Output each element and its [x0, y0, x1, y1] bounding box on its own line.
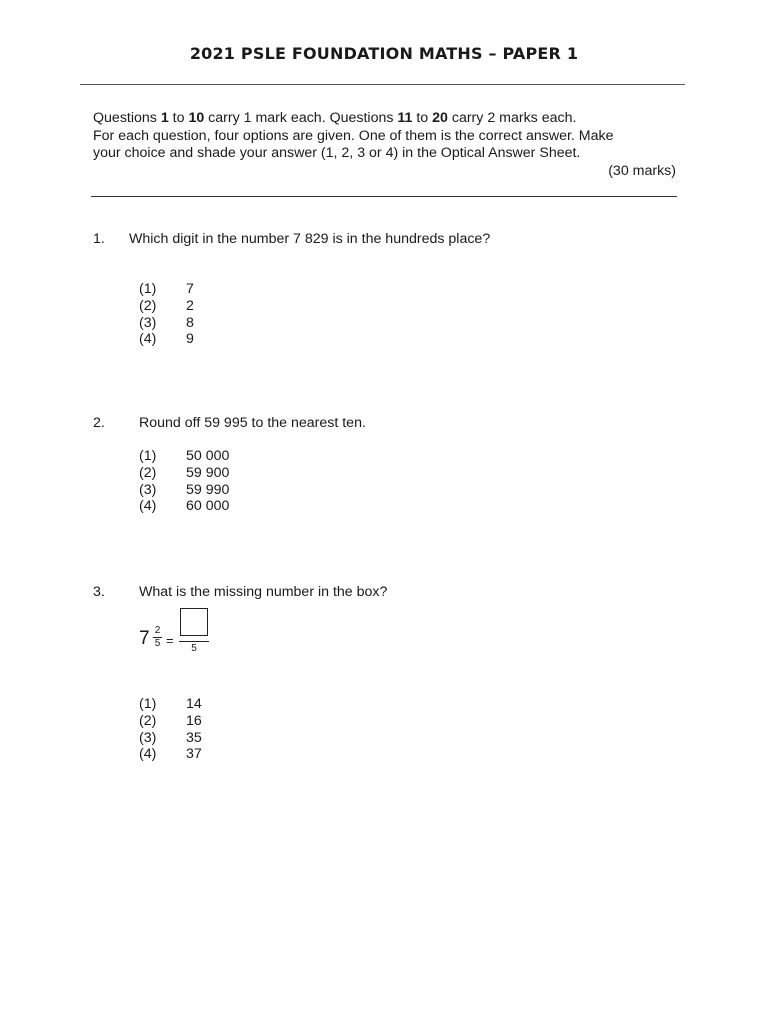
equals-sign: =	[166, 633, 174, 648]
question-number: 2.	[93, 415, 105, 431]
answer-box[interactable]	[180, 608, 208, 636]
title-divider	[80, 84, 685, 85]
fraction-denominator: 5	[154, 638, 161, 649]
answer-fraction-denominator: 5	[191, 643, 197, 654]
question-number: 1.	[93, 231, 105, 247]
instructions-line-2: For each question, four options are given. One of them is the correct answer. Make	[93, 127, 614, 144]
total-marks: (30 marks)	[608, 162, 676, 179]
proper-fraction	[153, 625, 162, 650]
fraction-bar	[179, 641, 209, 642]
whole-number: 7	[139, 628, 150, 649]
question-range-start-2: 11	[397, 110, 413, 126]
instructions	[93, 110, 676, 180]
page-title: 2021 PSLE FOUNDATION MATHS – PAPER 1	[189, 44, 579, 63]
question-text: What is the missing number in the box?	[139, 584, 388, 600]
question-text: Which digit in the number 7 829 is in the hundreds place?	[129, 231, 491, 247]
instructions-divider	[91, 196, 677, 197]
mixed-number-equation	[139, 608, 219, 660]
question-number: 3.	[93, 584, 105, 600]
question-range-end-1: 10	[188, 110, 205, 126]
question-range-end-2: 20	[432, 110, 448, 126]
question-range-start-1: 1	[160, 110, 169, 126]
instructions-line-1: Questions 1 to 10 carry 1 mark each. Questions 11 to 20 carry 2 marks each.	[93, 110, 577, 126]
question-text: Round off 59 995 to the nearest ten.	[139, 415, 366, 431]
fraction-numerator: 2	[154, 625, 161, 636]
instructions-line-3: your choice and shade your answer (1, 2, 3 or 4) in the Optical Answer Sheet.	[93, 145, 581, 161]
